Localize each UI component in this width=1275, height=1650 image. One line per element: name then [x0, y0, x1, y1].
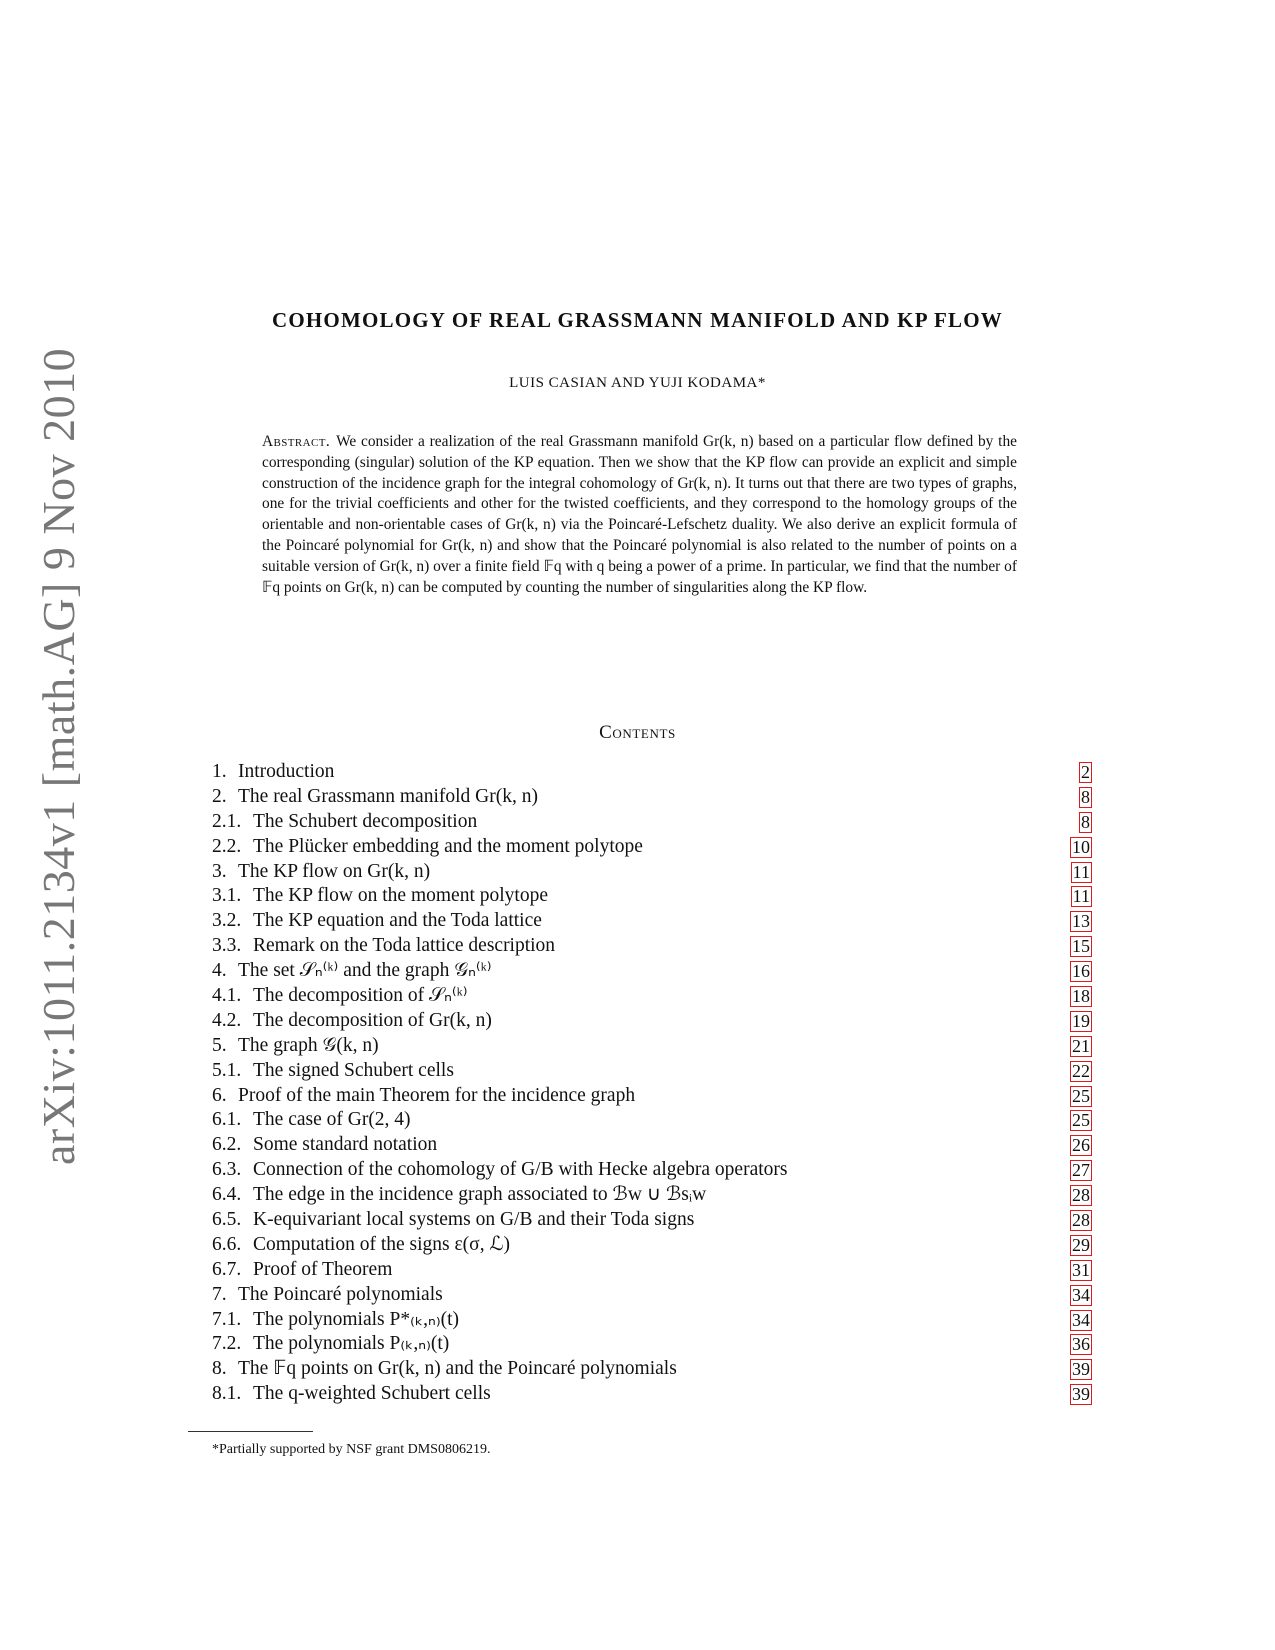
toc-number: 6.1.: [212, 1109, 242, 1131]
toc-label[interactable]: The set 𝒮ₙ⁽ᵏ⁾ and the graph 𝒢ₙ⁽ᵏ⁾: [238, 960, 492, 982]
toc-number: 3.1.: [212, 885, 242, 907]
toc-page-link[interactable]: 28: [1072, 1210, 1090, 1231]
toc-label[interactable]: Proof of the main Theorem for the incidence graph: [238, 1084, 636, 1106]
toc-number: 6.4.: [212, 1184, 242, 1206]
toc-entry[interactable]: [212, 1158, 1092, 1183]
toc-label[interactable]: The case of Gr(2, 4): [253, 1109, 411, 1131]
toc-entry[interactable]: [212, 1059, 1092, 1084]
toc-page-link[interactable]: 8: [1081, 811, 1090, 832]
toc-label[interactable]: The polynomials P*₍ₖ,ₙ₎(t): [253, 1308, 460, 1330]
toc-entry[interactable]: [212, 934, 1092, 959]
toc-number: 2.: [212, 785, 227, 807]
toc-entry[interactable]: [212, 1034, 1092, 1059]
toc-entry[interactable]: [212, 1208, 1092, 1233]
abstract-text: We consider a realization of the real Grassmann manifold Gr(k, n) based on a particular flow defined by the corresponding (singular) solution of the KP equation. Then we show that the KP flow can provide an explicit and simple construction of the incidence graph for the integral cohomology of Gr(k, n). It turns out that there are two types of graphs, one for the trivial coefficients and other for the twisted coefficients, and they correspond to the homology groups of the orientable and non-orientable cases of Gr(k, n) via the Poincaré-Lefschetz duality. We also derive an explicit formula of the Poincaré polynomial for Gr(k, n) and show that the Poincaré polynomial is also related to the number of points on a suitable version of Gr(k, n) over a finite field 𝔽q with q being a power of a prime. In particular, we find that the number of 𝔽q points on Gr(k, n) can be computed by counting the number of singularities along the KP flow.: [262, 433, 1017, 596]
toc-page-link[interactable]: 26: [1072, 1135, 1090, 1156]
toc-number: 8.: [212, 1358, 227, 1380]
toc-label[interactable]: Connection of the cohomology of G/B with Hecke algebra operators: [253, 1159, 788, 1181]
toc-label[interactable]: The real Grassmann manifold Gr(k, n): [238, 785, 538, 807]
toc-page-link[interactable]: 16: [1072, 961, 1090, 982]
toc-entry[interactable]: [212, 785, 1092, 810]
toc-label[interactable]: Computation of the signs ε(σ, ℒ): [253, 1233, 510, 1255]
toc-entry[interactable]: [212, 909, 1092, 934]
toc-page-link[interactable]: 18: [1072, 986, 1090, 1007]
abstract: [262, 432, 1017, 598]
toc-label[interactable]: Some standard notation: [253, 1134, 438, 1156]
toc-entry[interactable]: [212, 1258, 1092, 1283]
toc-page-link[interactable]: 11: [1072, 861, 1090, 882]
toc-page-link[interactable]: 31: [1072, 1259, 1090, 1280]
toc-entry[interactable]: [212, 1084, 1092, 1109]
toc-entry[interactable]: [212, 810, 1092, 835]
toc-number: 7.2.: [212, 1333, 242, 1355]
toc-label[interactable]: K-equivariant local systems on G/B and their Toda signs: [253, 1209, 695, 1231]
toc-entry[interactable]: [212, 959, 1092, 984]
toc-number: 3.2.: [212, 910, 242, 932]
toc-entry[interactable]: [212, 1283, 1092, 1308]
toc-label[interactable]: The Schubert decomposition: [253, 810, 478, 832]
toc-page-link[interactable]: 27: [1072, 1160, 1090, 1181]
toc-page-link[interactable]: 36: [1072, 1334, 1090, 1355]
toc-page-link[interactable]: 34: [1072, 1284, 1090, 1305]
toc-label[interactable]: Introduction: [238, 761, 335, 782]
toc-number: 6.6.: [212, 1233, 242, 1255]
toc-page-link[interactable]: 10: [1072, 836, 1090, 857]
toc-entry[interactable]: [212, 1233, 1092, 1258]
toc-number: 7.: [212, 1283, 227, 1305]
toc-number: 4.1.: [212, 985, 242, 1007]
toc-label[interactable]: The edge in the incidence graph associated to ℬw ∪ ℬsᵢw: [253, 1184, 707, 1206]
toc-number: 1.: [212, 761, 227, 782]
toc-page-link[interactable]: 13: [1072, 911, 1090, 932]
table-of-contents: [212, 760, 1092, 1407]
toc-page-link[interactable]: 8: [1081, 786, 1090, 807]
toc-label[interactable]: The KP flow on Gr(k, n): [238, 860, 431, 882]
toc-page-link[interactable]: 2: [1081, 762, 1090, 782]
toc-number: 6.5.: [212, 1209, 242, 1231]
toc-label[interactable]: The q-weighted Schubert cells: [253, 1383, 491, 1405]
toc-label[interactable]: The decomposition of Gr(k, n): [253, 1009, 492, 1031]
toc-label[interactable]: The Plücker embedding and the moment polytope: [253, 835, 643, 857]
footnote-rule: [188, 1431, 313, 1432]
toc-entry[interactable]: [212, 1009, 1092, 1034]
toc-label[interactable]: The decomposition of 𝒮ₙ⁽ᵏ⁾: [253, 985, 468, 1007]
toc-number: 5.: [212, 1034, 227, 1056]
toc-number: 5.1.: [212, 1059, 242, 1081]
toc-label[interactable]: The polynomials P₍ₖ,ₙ₎(t): [253, 1333, 450, 1355]
toc-number: 6.3.: [212, 1159, 242, 1181]
toc-entry[interactable]: [212, 1332, 1092, 1357]
toc-entry[interactable]: [212, 1308, 1092, 1333]
toc-page-link[interactable]: 28: [1072, 1185, 1090, 1206]
toc-number: 6.7.: [212, 1258, 242, 1280]
toc-entry[interactable]: [212, 984, 1092, 1009]
toc-label[interactable]: The 𝔽q points on Gr(k, n) and the Poincaré polynomials: [238, 1358, 677, 1380]
toc-entry[interactable]: [212, 835, 1092, 860]
footnote: *Partially supported by NSF grant DMS0806219.: [212, 1442, 491, 1457]
toc-label[interactable]: The signed Schubert cells: [253, 1059, 454, 1081]
toc-number: 7.1.: [212, 1308, 242, 1330]
toc-number: 6.2.: [212, 1134, 242, 1156]
toc-label[interactable]: Proof of Theorem: [253, 1258, 393, 1280]
toc-entry[interactable]: [212, 1133, 1092, 1158]
toc-page-link[interactable]: 22: [1072, 1060, 1090, 1081]
toc-page-link[interactable]: 21: [1072, 1035, 1090, 1056]
toc-page-link[interactable]: 25: [1072, 1085, 1090, 1106]
toc-entry[interactable]: [212, 860, 1092, 885]
toc-page-link[interactable]: 34: [1072, 1309, 1090, 1330]
toc-label[interactable]: The KP equation and the Toda lattice: [253, 910, 542, 932]
abstract-heading: Abstract.: [262, 433, 331, 450]
toc-label[interactable]: The graph 𝒢(k, n): [238, 1034, 379, 1056]
toc-page-link[interactable]: 29: [1072, 1234, 1090, 1255]
toc-entry[interactable]: [212, 1183, 1092, 1208]
toc-number: 2.2.: [212, 835, 242, 857]
toc-number: 3.: [212, 860, 227, 882]
toc-page-link[interactable]: 39: [1072, 1384, 1090, 1405]
toc-entry[interactable]: [212, 1357, 1092, 1382]
toc-entry[interactable]: [212, 1382, 1092, 1407]
toc-label[interactable]: The Poincaré polynomials: [238, 1283, 443, 1305]
toc-label[interactable]: The KP flow on the moment polytope: [253, 885, 548, 907]
toc-entry[interactable]: [212, 884, 1092, 909]
toc-number: 8.1.: [212, 1383, 242, 1405]
toc-page-link[interactable]: 25: [1072, 1110, 1090, 1131]
toc-number: 4.: [212, 960, 227, 982]
toc-number: 2.1.: [212, 810, 242, 832]
toc-label[interactable]: Remark on the Toda lattice description: [253, 935, 556, 957]
toc-number: 4.2.: [212, 1009, 242, 1031]
arxiv-stamp: arXiv:1011.2134v1 [math.AG] 9 Nov 2010: [33, 347, 84, 1165]
paper-title: COHOMOLOGY OF REAL GRASSMANN MANIFOLD AND KP FLOW: [271, 308, 1003, 332]
toc-number: 3.3.: [212, 935, 242, 957]
toc-entry[interactable]: [212, 760, 1092, 785]
authors: LUIS CASIAN AND YUJI KODAMA*: [509, 375, 766, 391]
toc-entry[interactable]: [212, 1108, 1092, 1133]
toc-page-link[interactable]: 39: [1072, 1359, 1090, 1380]
toc-page-link[interactable]: 19: [1072, 1010, 1090, 1031]
contents-title: Contents: [599, 722, 676, 743]
toc-number: 6.: [212, 1084, 227, 1106]
toc-page-link[interactable]: 11: [1072, 886, 1090, 907]
toc-page-link[interactable]: 15: [1072, 936, 1090, 957]
